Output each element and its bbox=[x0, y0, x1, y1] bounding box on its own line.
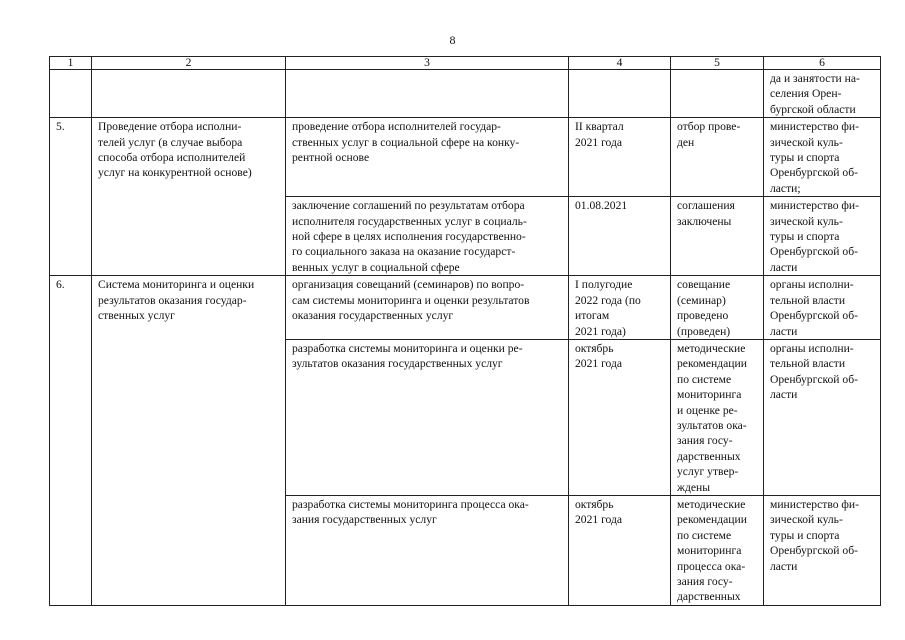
cell-empty bbox=[286, 70, 569, 118]
row-title: Проведение отбора исполни- телей услуг (в случае выбора способа отбора исполнителей услуг на конкурентной основе) bbox=[92, 118, 286, 276]
cell-executor: министерство фи- зической куль- туры и спорта Оренбургской об- ласти bbox=[764, 495, 881, 605]
cell-activity: разработка системы мониторинга процесса ока- зания государственных услуг bbox=[286, 495, 569, 605]
cell-activity: заключение соглашений по результатам отбора исполнителя государственных услуг в социаль- ной сфере в целях исполнения государственно- го социального заказа на оказание государст- венных услуг в социальной сфере bbox=[286, 197, 569, 276]
column-header-3: 3 bbox=[286, 57, 569, 70]
cell-empty bbox=[50, 70, 92, 118]
cell-term: I полугодие 2022 года (по итогам 2021 года) bbox=[569, 276, 671, 340]
row-title: Система мониторинга и оценки результатов оказания государ- ственных услуг bbox=[92, 276, 286, 606]
table-row bbox=[50, 276, 881, 340]
cell-empty bbox=[671, 70, 764, 118]
column-header-6: 6 bbox=[764, 57, 881, 70]
cell-result: методические рекомендации по системе мониторинга и оценке ре- зультатов ока- зания госу- дарственных услуг утвер- ждены bbox=[671, 339, 764, 495]
table-header-row bbox=[50, 57, 881, 70]
cell-empty bbox=[569, 70, 671, 118]
plan-table bbox=[49, 56, 881, 606]
table-row bbox=[50, 118, 881, 197]
column-header-4: 4 bbox=[569, 57, 671, 70]
cell-executor: да и занятости на- селения Орен- бургской области bbox=[764, 70, 881, 118]
cell-activity: организация совещаний (семинаров) по вопро- сам системы мониторинга и оценки результатов оказания государственных услуг bbox=[286, 276, 569, 340]
cell-result: соглашения заключены bbox=[671, 197, 764, 276]
cell-term: октябрь 2021 года bbox=[569, 339, 671, 495]
column-header-5: 5 bbox=[671, 57, 764, 70]
table-row-continuation bbox=[50, 70, 881, 118]
cell-result: методические рекомендации по системе мониторинга процесса ока- зания госу- дарственных bbox=[671, 495, 764, 605]
column-header-1: 1 bbox=[50, 57, 92, 70]
cell-term: октябрь 2021 года bbox=[569, 495, 671, 605]
column-header-2: 2 bbox=[92, 57, 286, 70]
cell-activity: разработка системы мониторинга и оценки ре- зультатов оказания государственных услуг bbox=[286, 339, 569, 495]
cell-executor: министерство фи- зической куль- туры и спорта Оренбургской об- ласти bbox=[764, 197, 881, 276]
cell-executor: министерство фи- зической куль- туры и спорта Оренбургской об- ласти; bbox=[764, 118, 881, 197]
cell-activity: проведение отбора исполнителей государ- ственных услуг в социальной сфере на конку- рентной основе bbox=[286, 118, 569, 197]
cell-executor: органы исполни- тельной власти Оренбургской об- ласти bbox=[764, 339, 881, 495]
row-number: 6. bbox=[50, 276, 92, 606]
cell-term: II квартал 2021 года bbox=[569, 118, 671, 197]
cell-result: совещание (семинар) проведено (проведен) bbox=[671, 276, 764, 340]
cell-term: 01.08.2021 bbox=[569, 197, 671, 276]
cell-empty bbox=[92, 70, 286, 118]
table-body bbox=[50, 57, 881, 606]
row-number: 5. bbox=[50, 118, 92, 276]
cell-result: отбор прове- ден bbox=[671, 118, 764, 197]
page-number: 8 bbox=[449, 33, 456, 47]
cell-executor: органы исполни- тельной власти Оренбургской об- ласти bbox=[764, 276, 881, 340]
